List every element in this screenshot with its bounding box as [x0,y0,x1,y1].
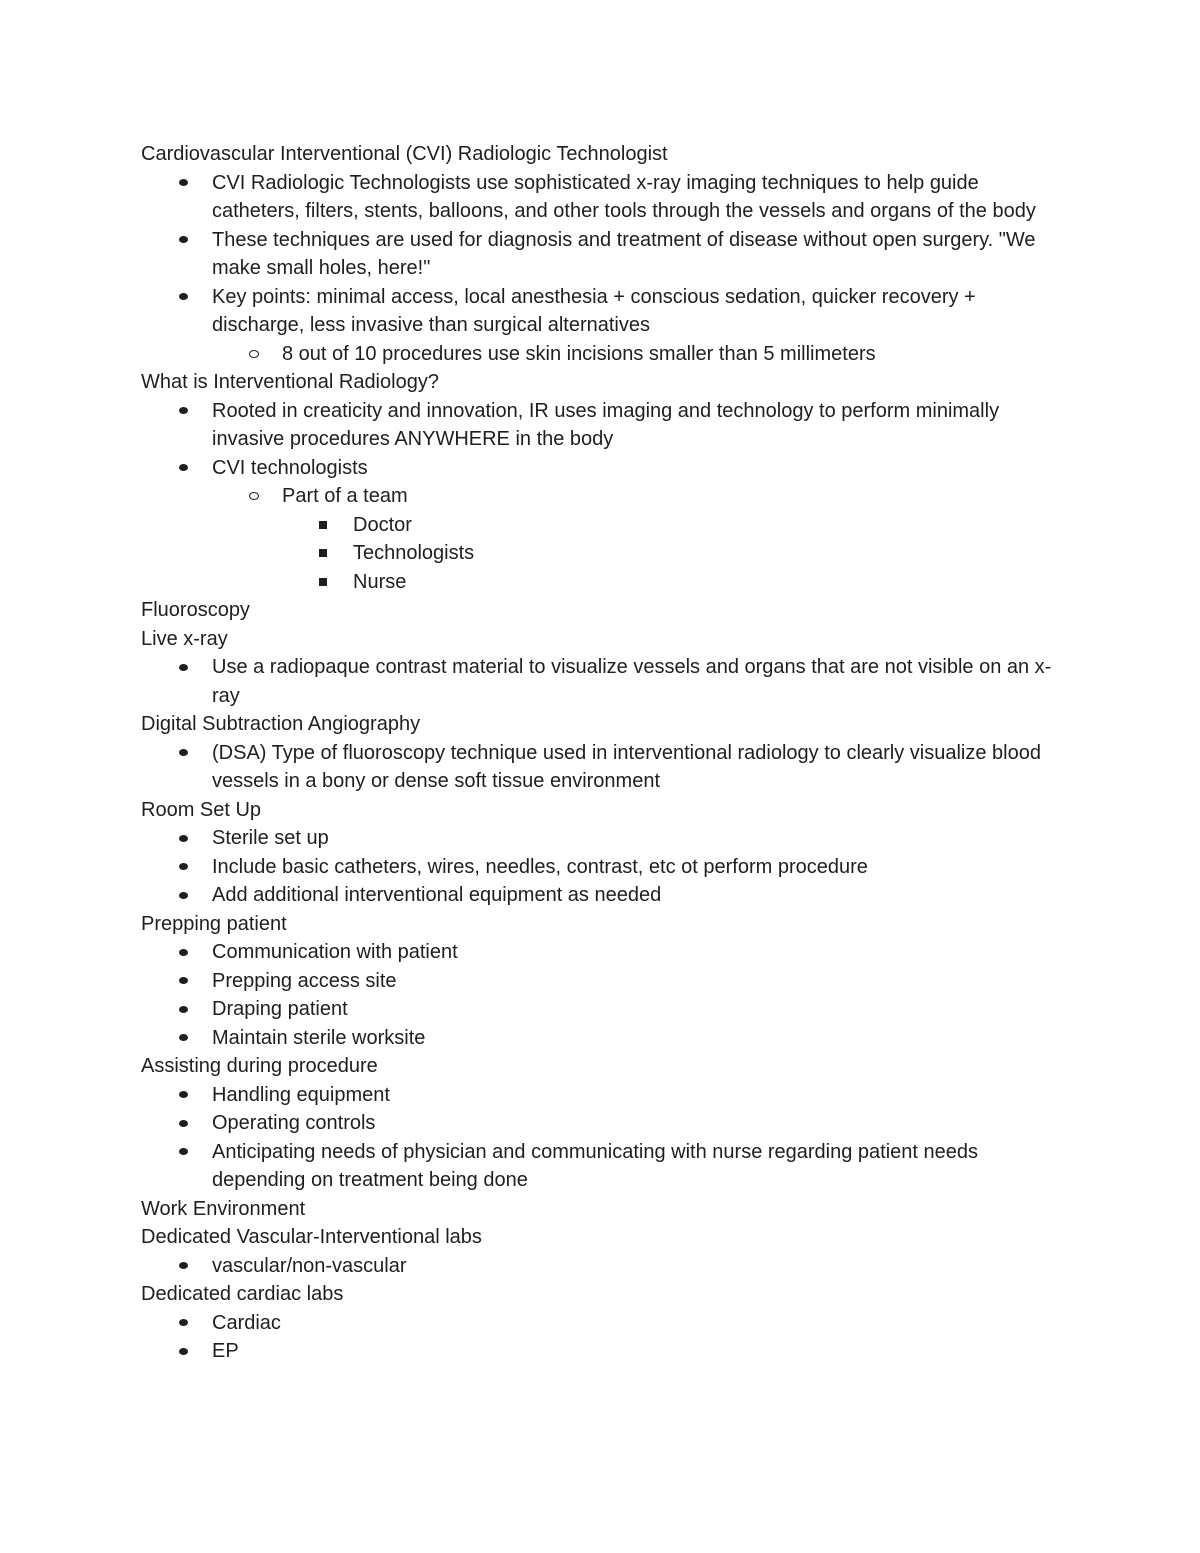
bullet-circle-icon [249,482,259,511]
section-heading: Live x-ray [141,627,228,650]
bullet-dot-icon [179,967,188,996]
list-item [141,881,1061,910]
list-item [141,853,1061,882]
bullet-square-icon [319,511,327,540]
section-heading: Prepping patient [141,912,287,935]
bullet-dot-icon [179,169,188,198]
bullet-dot-icon [179,938,188,967]
bullet-dot-icon [179,853,188,882]
section-heading: What is Interventional Radiology? [141,371,439,393]
list-item [141,340,1061,369]
bullet-dot-icon [179,995,188,1024]
list-item-text: Technologists [353,542,475,564]
section-heading: Dedicated cardiac labs [141,1283,344,1305]
bullet-dot-icon [179,1081,188,1110]
list-item [141,1081,1061,1110]
list-item-text: Doctor [353,513,412,536]
list-item-text: 8 out of 10 procedures use skin incisions smaller than 5 millimeters [282,342,876,365]
list-item-text: Add additional interventional equipment as needed [212,884,662,906]
list-item-text: (DSA) Type of fluoroscopy technique used in interventional radiology to clearly visualize blood vessels in a bony or dense soft tissue environment [212,741,1041,792]
list-item [141,1337,1061,1366]
list-item [141,169,1061,226]
list-item-text: Include basic catheters, wires, needles, contrast, etc ot perform procedure [212,855,868,878]
bullet-dot-icon [179,1138,188,1167]
list-item-text: Prepping access site [212,969,397,992]
list-item-text: Draping patient [212,998,348,1020]
section-heading: Assisting during procedure [141,1055,378,1077]
list-item [141,824,1061,853]
list-item [141,1252,1061,1281]
bullet-circle-icon [249,340,259,369]
list-item-text: Handling equipment [212,1083,390,1106]
list-item [141,995,1061,1024]
document-page [141,140,1061,1366]
list-item-text: vascular/non-vascular [212,1254,407,1277]
bullet-dot-icon [179,283,188,312]
bullet-dot-icon [179,653,188,682]
list-item-text: Key points: minimal access, local anesthesia + conscious sedation, quicker recovery + discharge, less invasive than surgical alternatives [212,285,976,336]
bullet-square-icon [319,539,327,568]
section-heading: Digital Subtraction Angiography [141,713,421,735]
bullet-dot-icon [179,454,188,483]
section-heading: Fluoroscopy [141,599,250,621]
list-item-text: Operating controls [212,1112,376,1134]
list-item [141,1024,1061,1053]
bullet-dot-icon [179,1024,188,1053]
section-heading: Dedicated Vascular-Interventional labs [141,1226,482,1248]
list-item-text: Sterile set up [212,827,329,849]
list-item [141,397,1061,454]
bullet-dot-icon [179,739,188,768]
section-heading: Room Set Up [141,798,262,821]
section-heading: Work Environment [141,1197,306,1220]
bullet-square-icon [319,568,327,597]
list-item-text: Communication with patient [212,941,458,963]
list-item [141,1138,1061,1195]
bullet-dot-icon [179,1252,188,1281]
list-item [141,539,1061,568]
list-item-text: EP [212,1340,239,1362]
list-item [141,1109,1061,1138]
list-item [141,482,1061,511]
list-item [141,454,1061,483]
list-item-text: These techniques are used for diagnosis and treatment of disease without open surgery. "We make small holes, here!" [212,228,1036,279]
bullet-dot-icon [179,1337,188,1366]
list-item [141,653,1061,710]
list-item [141,938,1061,967]
list-item-text: CVI Radiologic Technologists use sophisticated x-ray imaging techniques to help guide catheters, filters, stents, balloons, and other tools through the vessels and organs of the body [212,171,1036,222]
list-item-text: Nurse [353,570,407,593]
document-title: Cardiovascular Interventional (CVI) Radiologic Technologist [141,143,668,165]
list-item-text: Rooted in creaticity and innovation, IR uses imaging and technology to perform minimally invasive procedures ANYWHERE in the body [212,399,1000,450]
bullet-dot-icon [179,397,188,426]
bullet-dot-icon [179,1309,188,1338]
list-item [141,967,1061,996]
list-item [141,568,1061,597]
bullet-dot-icon [179,881,188,910]
bullet-dot-icon [179,1109,188,1138]
list-item-text: CVI technologists [212,456,368,479]
bullet-dot-icon [179,226,188,255]
list-item [141,511,1061,540]
list-item [141,226,1061,283]
list-item [141,283,1061,340]
list-item-text: Cardiac [212,1311,281,1334]
list-item-text: Part of a team [282,485,408,507]
bullet-dot-icon [179,824,188,853]
list-item [141,1309,1061,1338]
list-item-text: Maintain sterile worksite [212,1026,426,1049]
list-item-text: Use a radiopaque contrast material to visualize vessels and organs that are not visible on an x-ray [212,656,1052,707]
list-item [141,739,1061,796]
list-item-text: Anticipating needs of physician and communicating with nurse regarding patient needs depending on treatment being done [212,1140,979,1191]
